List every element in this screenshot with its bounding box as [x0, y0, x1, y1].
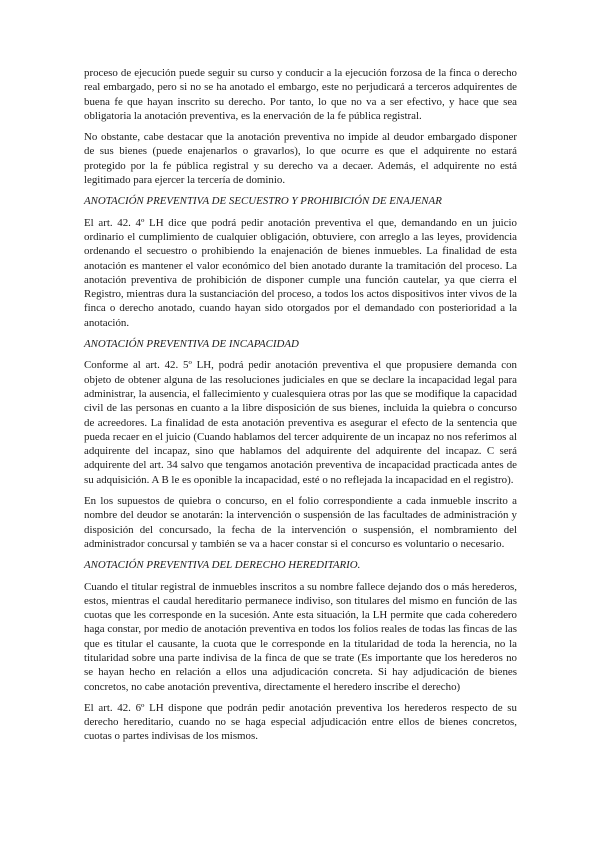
heading-incapacidad: ANOTACIÓN PREVENTIVA DE INCAPACIDAD — [84, 338, 299, 351]
paragraph-art-42-6: El art. 42. 6º LH dispone que podrán pedir anotación preventiva los herederos respecto de su derecho hereditario, cuando no se haga especial adjudicación entre ellos de bienes concretos, cuotas o partes indivisas de los mismos. — [84, 701, 517, 743]
heading-hereditario: ANOTACIÓN PREVENTIVA DEL DERECHO HEREDITARIO. — [84, 559, 361, 572]
paragraph-hereditario: Cuando el titular registral de inmuebles inscritos a su nombre fallece dejando dos o más herederos, estos, mientras el caudal hereditario permanece indiviso, son titulares del mismo en función de las cuotas que les corresponde en la sucesión. Ante esta situación, la LH permite que cada coheredero haga constar, por medio de anotación preventiva en todos los folios reales de todas las fincas de las que es titular el causante, la cuota que le corresponde en la titularidad de toda la herencia, no la titularidad sobre una parte indivisa de la finca de que se trate (Es importante que los herederos no se hayan hecho en relación a ellos una adjudicación concreta. Si hay adjudicación de bienes concretos, no cabe anotación preventiva, directamente el heredero inscribe el derecho) — [84, 580, 517, 693]
paragraph-quiebra: En los supuestos de quiebra o concurso, en el folio correspondiente a cada inmueble inscrito a nombre del deudor se anotarán: la intervención o suspensión de las facultades de administración y disposición del concursado, la fecha de la intervención o suspensión, el nombramiento del administrador concursal y también se va a hacer constar si el concurso es voluntario o necesario. — [84, 495, 517, 550]
paragraph-no-obstante: No obstante, cabe destacar que la anotación preventiva no impide al deudor embargado disponer de sus bienes (puede enajenarlos o gravarlos), lo que ocurre es que el adquirente no estará protegido por la fe pública registral y su derecho va a decaer. Además, el adquirente no está legitimado para ejercer la tercería de dominio. — [84, 131, 517, 187]
paragraph-secuestro: El art. 42. 4º LH dice que podrá pedir anotación preventiva el que, demandando en un juicio ordinario el cumplimiento de cualquier obligación, obtuviere, con arreglo a las leyes, providencia ordenando el secuestro o prohibiendo la enajenación de bienes inmuebles. La finalidad de esta anotación es mantener el valor económico del bien anotado durante la tramitación del proceso. La anotación preventiva de prohibición de disponer cumple una función cautelar, ya que cierra el Registro, mientras dura la sustanciación del proceso, a todos los actos dispositivos inter vivos de la finca o derecho anotado, cuando hayan sido otorgados por el demandado con posterioridad a la anotación. — [84, 216, 517, 329]
heading-secuestro: ANOTACIÓN PREVENTIVA DE SECUESTRO Y PROHIBICIÓN DE ENAJENAR — [84, 195, 442, 208]
document-page — [84, 66, 517, 751]
paragraph-incapacidad: Conforme al art. 42. 5º LH, podrá pedir anotación preventiva el que propusiere demanda con objeto de obtener alguna de las resoluciones judiciales en que se declare la incapacidad legal para administrar, la ausencia, el fallecimiento y cualesquiera otras por las que se modifique la capacidad civil de las personas en cuanto a la libre disposición de sus bienes, incluida la quiebra o concurso de acreedores. La finalidad de esta anotación preventiva es asegurar el efecto de la sentencia que pueda recaer en el juicio (Cuando hablamos del tercer adquirente de un incapaz no nos referimos al adquirente del incapaz, sino que hablamos del adquirente del adquirente del incapaz. C será adquirente del art. 34 salvo que tengamos anotación preventiva de incapacidad practicada antes de su adquisición. A B le es oponible la incapacidad, esté o no reflejada la incapacidad en el registro). — [84, 359, 517, 486]
paragraph-embargo-continuation: proceso de ejecución puede seguir su curso y conducir a la ejecución forzosa de la finca o derecho real embargado, pero si no se ha anotado el embargo, este no perjudicará a terceros adquirentes de buena fe que hayan inscrito su derecho. Por tanto, lo que no va a ser efectivo, y hace que sea obligatoria la anotación preventiva, es la enervación de la fe pública registral. — [84, 67, 517, 122]
